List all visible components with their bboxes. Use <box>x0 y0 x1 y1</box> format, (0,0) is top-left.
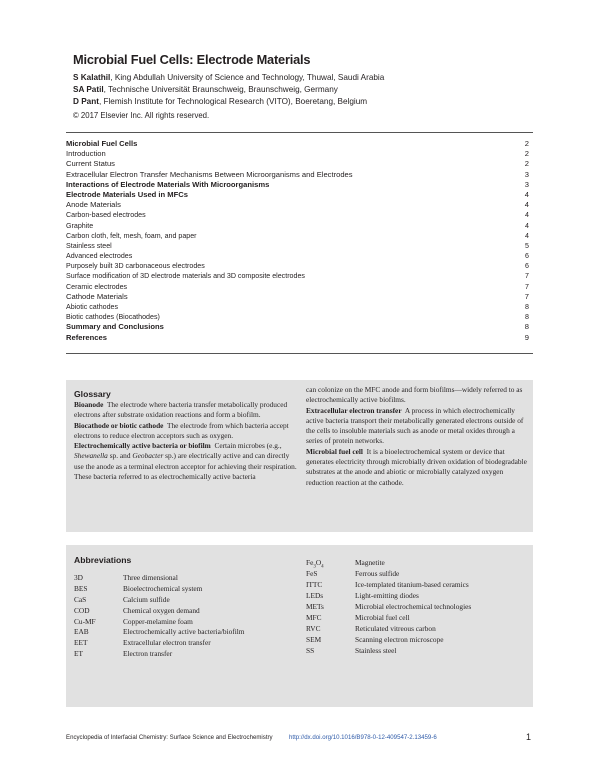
toc-row[interactable] <box>66 190 529 200</box>
abbr-expansion: Calcium sulfide <box>123 594 170 604</box>
abbreviations-box <box>66 545 533 707</box>
abbr-expansion: Magnetite <box>355 558 385 567</box>
toc-page: 8 <box>524 322 529 332</box>
toc-label: Summary and Conclusions <box>66 322 164 332</box>
glossary-term: Bioanode <box>74 400 104 409</box>
abbr-expansion: Copper-melamine foam <box>123 616 193 626</box>
toc-page: 8 <box>525 303 529 311</box>
toc-row[interactable] <box>66 241 529 251</box>
toc-page: 2 <box>524 139 529 148</box>
toc-label: Abiotic cathodes <box>66 303 119 311</box>
toc-label: Electrode Materials Used in MFCs <box>66 189 188 199</box>
toc-row[interactable] <box>66 322 529 332</box>
toc-row[interactable] <box>66 292 529 302</box>
copyright-notice: © 2017 Elsevier Inc. All rights reserved. <box>73 111 210 120</box>
abbreviation-row <box>306 558 471 569</box>
table-of-contents <box>66 139 529 343</box>
abbr: $Fe_3O_4$ <box>306 558 324 570</box>
abbr: BES <box>74 583 88 593</box>
glossary-species: Shewanella <box>74 451 108 461</box>
author-line <box>73 96 384 108</box>
toc-row[interactable] <box>66 200 529 210</box>
toc-label: Carbon-based electrodes <box>66 211 146 220</box>
glossary-term: Extracellular electron transfer <box>306 405 402 415</box>
toc-page: 2 <box>524 159 529 169</box>
glossary-title: Glossary <box>74 389 111 399</box>
abbr-expansion: Scanning electron microscope <box>355 634 444 644</box>
toc-row[interactable] <box>66 139 529 149</box>
toc-row[interactable] <box>66 282 529 292</box>
toc-label: Biotic cathodes (Biocathodes) <box>66 313 160 322</box>
abbr: Cu-MF <box>74 616 96 626</box>
abbr-expansion: Microbial fuel cell <box>355 613 410 623</box>
author-name: SA Patil <box>73 85 104 94</box>
abbreviation-row <box>74 573 245 584</box>
abbr: ET <box>74 649 83 659</box>
toc-page: 4 <box>525 231 529 240</box>
abbr: METs <box>306 602 324 612</box>
abbreviation-row <box>306 580 471 591</box>
footer-source: Encyclopedia of Interfacial Chemistry: Surface Science and Electrochemistry <box>66 734 273 741</box>
toc-label: Ceramic electrodes <box>66 282 128 291</box>
abbr: SEM <box>306 634 322 644</box>
abbr: MFC <box>306 613 322 623</box>
article-title: Microbial Fuel Cells: Electrode Materials <box>73 52 311 67</box>
page-number: 1 <box>525 732 531 742</box>
abbreviations-title: Abbreviations <box>74 555 132 565</box>
toc-row[interactable] <box>66 180 529 190</box>
toc-page: 2 <box>524 149 529 159</box>
abbr-expansion: Microbial electrochemical technologies <box>355 602 472 612</box>
toc-page: 4 <box>525 211 529 220</box>
glossary-entry <box>306 406 528 447</box>
glossary-term: Electrochemically active bacteria or biofilm <box>74 441 211 451</box>
toc-page: 8 <box>525 313 529 322</box>
toc-row[interactable] <box>66 302 529 312</box>
toc-row[interactable] <box>66 210 529 220</box>
glossary-entry <box>74 400 300 421</box>
glossary-entry <box>74 421 300 442</box>
glossary-column-left <box>74 400 300 482</box>
toc-page: 3 <box>524 179 529 189</box>
abbr-expansion: Three dimensional <box>123 573 178 582</box>
toc-label: Purposely built 3D carbonaceous electrodes <box>66 262 205 271</box>
abbr-expansion: Electron transfer <box>123 649 173 659</box>
abbreviation-row <box>74 627 245 638</box>
toc-page: 5 <box>525 241 529 250</box>
toc-row[interactable] <box>66 221 529 231</box>
glossary-definition: A process in which electrochemically active bacteria transport their metabolically generated electrons outside of the cells to insoluble materials such as anode or metal oxides through a series of protein networks. <box>306 405 524 446</box>
toc-row[interactable] <box>66 333 529 343</box>
abbr: SS <box>306 645 315 655</box>
glossary-entry <box>306 385 528 406</box>
toc-label: Anode Materials <box>66 200 121 210</box>
glossary-term: Biocathode or biotic cathode <box>74 420 164 430</box>
toc-page: 4 <box>525 221 529 230</box>
toc-page: 7 <box>525 272 529 281</box>
abbreviation-row <box>74 595 245 606</box>
toc-label: Interactions of Electrode Materials With Microorganisms <box>66 179 270 189</box>
toc-label: Current Status <box>66 159 115 169</box>
glossary-species: Geobacter <box>132 451 164 461</box>
abbr: COD <box>74 605 90 615</box>
abbr: 3D <box>74 573 83 582</box>
abbr-expansion: Ferrous sulfide <box>355 569 400 579</box>
glossary-definition: The electrode from which bacteria accept electrons to reduce electron acceptors such as oxygen. <box>74 420 289 440</box>
toc-page: 9 <box>524 332 529 342</box>
author-line <box>73 84 384 96</box>
abbreviation-row <box>74 584 245 595</box>
abbr: FeS <box>306 569 318 579</box>
abbr: ITTC <box>306 580 323 590</box>
abbreviation-row <box>306 591 471 602</box>
abbreviations-table-right <box>306 558 471 657</box>
author-affiliation: , Flemish Institute for Technological Research (VITO), Boeretang, Belgium <box>98 97 368 106</box>
toc-row[interactable] <box>66 271 529 281</box>
toc-label: Graphite <box>66 221 94 230</box>
abbreviation-row <box>306 613 471 624</box>
doi-link[interactable]: http://dx.doi.org/10.1016/B978-0-12-409547-2.13459-6 <box>289 734 437 741</box>
glossary-box <box>66 380 533 532</box>
toc-row[interactable] <box>66 261 529 271</box>
abbr: CaS <box>74 594 87 604</box>
glossary-entry <box>74 441 300 482</box>
glossary-term: Microbial fuel cell <box>306 446 363 456</box>
abbreviations-table-left <box>74 573 245 660</box>
toc-row[interactable] <box>66 170 529 180</box>
abbreviation-row <box>74 649 245 660</box>
abbr: RVC <box>306 623 321 633</box>
author-affiliation: , King Abdullah University of Science and Technology, Thuwal, Saudi Arabia <box>110 73 385 82</box>
author-line <box>73 72 384 84</box>
glossary-definition: sp.) are electrically active and can directly use the anode as a terminal electron acceptor for achieving their respiration. These bacteria referred to as electrochemically active bacteria <box>74 451 297 482</box>
abbr-expansion: Chemical oxygen demand <box>123 605 200 615</box>
toc-page: 6 <box>525 262 529 271</box>
toc-row[interactable] <box>66 159 529 169</box>
glossary-definition: It is a bioelectrochemical system or device that generates electricity through microbially driven oxidation of biodegradable substrates at the anode and abiotic or microbially catalyzed oxygen reduction reaction at the cathode. <box>306 446 527 487</box>
divider <box>66 132 533 133</box>
glossary-definition: Certain microbes (e.g., <box>214 441 282 451</box>
abbr-expansion: Reticulated vitreous carbon <box>355 623 436 633</box>
toc-label: Introduction <box>66 149 106 159</box>
abbr-expansion: Stainless steel <box>355 645 397 655</box>
toc-page: 7 <box>524 291 529 301</box>
author-name: D Pant <box>73 97 99 106</box>
abbreviation-row <box>74 606 245 617</box>
toc-page: 4 <box>524 189 529 199</box>
toc-label: Stainless steel <box>66 241 112 250</box>
author-affiliation: , Technische Universität Braunschweig, Braunschweig, Germany <box>103 85 338 94</box>
toc-row[interactable] <box>66 312 529 322</box>
abbreviation-row <box>74 617 245 628</box>
abbr-expansion: Light-emitting diodes <box>355 591 419 601</box>
toc-label: References <box>66 332 107 342</box>
toc-label: Cathode Materials <box>66 291 128 301</box>
glossary-definition: sp. and <box>107 451 133 461</box>
toc-row[interactable] <box>66 231 529 241</box>
toc-row[interactable] <box>66 149 529 159</box>
toc-label: Surface modification of 3D electrode materials and 3D composite electrodes <box>66 272 305 281</box>
abbreviation-row <box>74 638 245 649</box>
abbr: EAB <box>74 627 89 637</box>
abbreviation-row <box>306 569 471 580</box>
toc-page: 7 <box>525 282 529 291</box>
author-list <box>73 72 384 108</box>
glossary-definition: can colonize on the MFC anode and form biofilms—widely referred to as electrochemically active biofilms. <box>306 385 523 405</box>
abbreviation-row <box>306 635 471 646</box>
abbr-expansion: Electrochemically active bacteria/biofilm <box>123 627 245 637</box>
abbr-expansion: Ice-templated titanium-based ceramics <box>355 580 469 590</box>
abbreviation-row <box>306 624 471 635</box>
abbr-expansion: Bioelectrochemical system <box>123 583 203 593</box>
toc-page: 4 <box>524 200 529 210</box>
divider <box>66 353 533 354</box>
toc-page: 6 <box>525 252 529 261</box>
glossary-definition: The electrode where bacteria transfer metabolically produced electrons after substrate oxidation reactions and form a biofilm. <box>74 400 288 420</box>
toc-label: Advanced electrodes <box>66 252 133 261</box>
toc-page: 3 <box>524 169 529 179</box>
toc-row[interactable] <box>66 251 529 261</box>
abbreviation-row <box>306 646 471 657</box>
glossary-entry <box>306 447 528 488</box>
abbreviation-row <box>306 602 471 613</box>
toc-label: Extracellular Electron Transfer Mechanisms Between Microorganisms and Electrodes <box>66 169 353 179</box>
abbr-expansion: Extracellular electron transfer <box>123 638 211 648</box>
abbr: EET <box>74 638 88 648</box>
abbr: LEDs <box>306 591 324 601</box>
toc-label: Microbial Fuel Cells <box>66 139 138 148</box>
glossary-column-right <box>306 385 528 488</box>
author-name: S Kalathil <box>73 73 111 82</box>
toc-label: Carbon cloth, felt, mesh, foam, and paper <box>66 231 197 240</box>
